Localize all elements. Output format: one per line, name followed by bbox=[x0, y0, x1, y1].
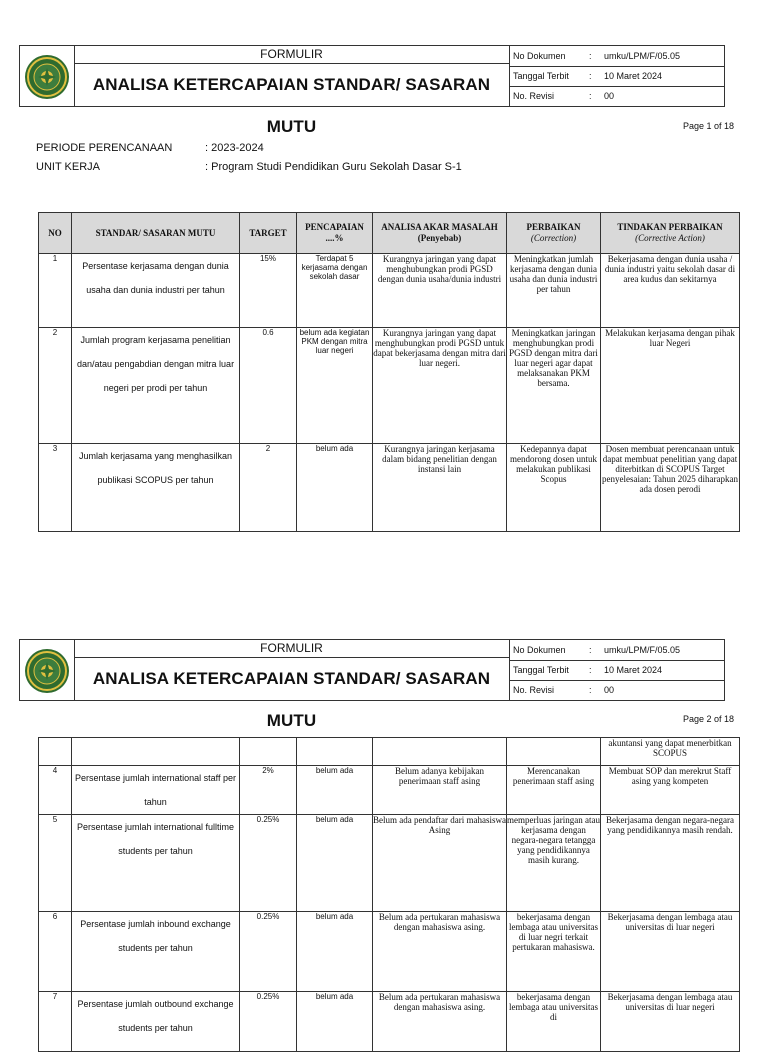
table-row bbox=[39, 992, 740, 1052]
cell-tindakan: Bekerjasama dengan dunia usaha / dunia industri yaitu sekolah dasar di area kudus dan sekitarnya bbox=[601, 254, 740, 328]
cell-pencapaian: belum ada bbox=[297, 815, 373, 912]
meta-value: 10 Maret 2024 bbox=[604, 665, 663, 675]
document-title: ANALISA KETERCAPAIAN STANDAR/ SASARAN MUTU bbox=[92, 669, 491, 730]
cell-empty bbox=[297, 738, 373, 766]
logo-cell bbox=[20, 640, 75, 700]
col-header-standar: STANDAR/ SASARAN MUTU bbox=[72, 213, 240, 254]
meta-sep: : bbox=[589, 51, 592, 61]
meta-value: 00 bbox=[604, 685, 615, 695]
quality-analysis-table bbox=[38, 212, 740, 532]
cell-tindakan: Bekerjasama dengan negara-negara yang pendidikannya masih rendah. bbox=[601, 815, 740, 912]
col-header-perbaikan-label: PERBAIKAN bbox=[526, 222, 581, 232]
cell-analisa: Belum adanya kebijakan penerimaan staff asing bbox=[373, 766, 507, 815]
cell-perbaikan: Meningkatkan jaringan menghubungkan prodi PGSD dengan mitra dari luar negeri agar dapat melaksanakan PKM bersama. bbox=[507, 328, 601, 444]
cell-standar: Jumlah program kerjasama penelitian dan/atau pengabdian dengan mitra luar negeri per prodi per tahun bbox=[72, 328, 240, 444]
meta-key: No Dokumen bbox=[513, 645, 566, 655]
document-meta bbox=[509, 640, 724, 700]
cell-target: 0.25% bbox=[240, 815, 297, 912]
table-row bbox=[39, 766, 740, 815]
col-header-perbaikan bbox=[507, 213, 601, 254]
cell-empty bbox=[240, 738, 297, 766]
cell-analisa: Belum ada pertukaran mahasiswa dengan mahasiswa asing. bbox=[373, 912, 507, 992]
meta-key: No. Revisi bbox=[513, 91, 555, 101]
quality-analysis-table-continued bbox=[38, 737, 740, 1052]
cell-pencapaian: belum ada bbox=[297, 766, 373, 815]
cell-empty bbox=[373, 738, 507, 766]
info-key: UNIT KERJA bbox=[36, 161, 100, 173]
university-logo-icon bbox=[21, 54, 73, 100]
cell-no: 3 bbox=[39, 444, 72, 532]
cell-target: 15% bbox=[240, 254, 297, 328]
cell-pencapaian: belum ada bbox=[297, 992, 373, 1052]
meta-key: No Dokumen bbox=[513, 51, 566, 61]
table-row bbox=[39, 912, 740, 992]
meta-value: 10 Maret 2024 bbox=[604, 71, 663, 81]
cell-tindakan: akuntansi yang dapat menerbitkan SCOPUS bbox=[601, 738, 740, 766]
cell-pencapaian: belum ada kegiatan PKM dengan mitra luar negeri bbox=[297, 328, 373, 444]
table-row bbox=[39, 254, 740, 328]
cell-pencapaian: belum ada bbox=[297, 912, 373, 992]
cell-tindakan: Bekerjasama dengan lembaga atau universitas di luar negeri bbox=[601, 912, 740, 992]
cell-perbaikan: bekerjasama dengan lembaga atau universitas di luar negri terkait pertukaran mahasiswa. bbox=[507, 912, 601, 992]
cell-perbaikan: bekerjasama dengan lembaga atau universitas di bbox=[507, 992, 601, 1052]
meta-key: No. Revisi bbox=[513, 685, 555, 695]
cell-empty bbox=[39, 738, 72, 766]
cell-tindakan: Dosen membuat perencanaan untuk dapat membuat penelitian yang dapat diterbitkan di SCOPUS Target penyelesaian: Tahun 2025 diharapkan ada dosen perodi bbox=[601, 444, 740, 532]
cell-perbaikan: Kedepannya dapat mendorong dosen untuk melakukan publikasi Scopus bbox=[507, 444, 601, 532]
meta-sep: : bbox=[589, 665, 592, 675]
document-title: ANALISA KETERCAPAIAN STANDAR/ SASARAN MUTU bbox=[92, 75, 491, 136]
col-header-tindakan bbox=[601, 213, 740, 254]
meta-key: Tanggal Terbit bbox=[513, 71, 569, 81]
col-header-pencapaian: PENCAPAIAN ....% bbox=[297, 213, 373, 254]
cell-analisa: Kurangnya jaringan yang dapat menghubungkan prodi PGSD untuk dapat bekerjasama dengan mitra dari luar negeri. bbox=[373, 328, 507, 444]
meta-value: umku/LPM/F/05.05 bbox=[604, 51, 681, 61]
cell-standar: Persentase jumlah international staff per tahun bbox=[72, 766, 240, 815]
document-meta bbox=[509, 46, 724, 106]
cell-no: 5 bbox=[39, 815, 72, 912]
meta-sep: : bbox=[589, 685, 592, 695]
table-header-row bbox=[39, 213, 740, 254]
meta-key: Tanggal Terbit bbox=[513, 665, 569, 675]
cell-target: 2 bbox=[240, 444, 297, 532]
cell-perbaikan: Meningkatkan jumlah kerjasama dengan dunia usaha dan dunia industri per tahun bbox=[507, 254, 601, 328]
cell-tindakan: Melakukan kerjasama dengan pihak luar Negeri bbox=[601, 328, 740, 444]
info-value: : 2023-2024 bbox=[205, 142, 264, 154]
cell-pencapaian: belum ada bbox=[297, 444, 373, 532]
university-logo-icon bbox=[21, 648, 73, 694]
cell-standar: Persentase jumlah inbound exchange students per tahun bbox=[72, 912, 240, 992]
col-header-tindakan-label: TINDAKAN PERBAIKAN bbox=[617, 222, 723, 232]
table-row bbox=[39, 328, 740, 444]
cell-empty bbox=[507, 738, 601, 766]
cell-analisa: Kurangnya jaringan kerjasama dalam bidang penelitian dengan instansi lain bbox=[373, 444, 507, 532]
cell-analisa: Belum ada pendaftar dari mahasiswa Asing bbox=[373, 815, 507, 912]
cell-no: 1 bbox=[39, 254, 72, 328]
cell-no: 6 bbox=[39, 912, 72, 992]
cell-tindakan: Bekerjasama dengan lembaga atau universitas di luar negeri bbox=[601, 992, 740, 1052]
cell-standar: Jumlah kerjasama yang menghasilkan publikasi SCOPUS per tahun bbox=[72, 444, 240, 532]
cell-no: 2 bbox=[39, 328, 72, 444]
cell-pencapaian: Terdapat 5 kerjasama dengan sekolah dasar bbox=[297, 254, 373, 328]
col-header-target: TARGET bbox=[240, 213, 297, 254]
table-row bbox=[39, 738, 740, 766]
cell-perbaikan: memperluas jaringan atau kerjasama dengan negara-negara tetangga yang pendidikannya masih kurang. bbox=[507, 815, 601, 912]
cell-target: 0.6 bbox=[240, 328, 297, 444]
meta-value: umku/LPM/F/05.05 bbox=[604, 645, 681, 655]
table-row bbox=[39, 815, 740, 912]
page-number: Page 1 of 18 bbox=[682, 121, 734, 131]
cell-standar: Persentase jumlah international fulltime students per tahun bbox=[72, 815, 240, 912]
col-header-tindakan-sub: (Corrective Action) bbox=[635, 233, 705, 243]
table-row bbox=[39, 444, 740, 532]
form-label: FORMULIR bbox=[74, 640, 509, 658]
col-header-analisa: ANALISA AKAR MASALAH (Penyebab) bbox=[373, 213, 507, 254]
cell-analisa: Kurangnya jaringan yang dapat menghubungkan prodi PGSD dengan dunia usaha/dunia industri bbox=[373, 254, 507, 328]
cell-tindakan: Membuat SOP dan merekrut Staff asing yang kompeten bbox=[601, 766, 740, 815]
cell-no: 7 bbox=[39, 992, 72, 1052]
cell-target: 2% bbox=[240, 766, 297, 815]
cell-target: 0.25% bbox=[240, 912, 297, 992]
col-header-no: NO bbox=[39, 213, 72, 254]
cell-empty bbox=[72, 738, 240, 766]
cell-perbaikan: Merencanakan penerimaan staff asing bbox=[507, 766, 601, 815]
meta-sep: : bbox=[589, 71, 592, 81]
meta-value: 00 bbox=[604, 91, 615, 101]
cell-analisa: Belum ada pertukaran mahasiswa dengan mahasiswa asing. bbox=[373, 992, 507, 1052]
form-label: FORMULIR bbox=[74, 46, 509, 64]
cell-standar: Persentase jumlah outbound exchange students per tahun bbox=[72, 992, 240, 1052]
page-number: Page 2 of 18 bbox=[682, 714, 734, 724]
cell-no: 4 bbox=[39, 766, 72, 815]
col-header-perbaikan-sub: (Correction) bbox=[530, 233, 577, 243]
info-value: : Program Studi Pendidikan Guru Sekolah Dasar S-1 bbox=[205, 161, 462, 173]
meta-sep: : bbox=[589, 645, 592, 655]
logo-cell bbox=[20, 46, 75, 106]
info-key: PERIODE PERENCANAAN bbox=[36, 142, 173, 154]
cell-standar: Persentase kerjasama dengan dunia usaha dan dunia industri per tahun bbox=[72, 254, 240, 328]
meta-sep: : bbox=[589, 91, 592, 101]
cell-target: 0.25% bbox=[240, 992, 297, 1052]
